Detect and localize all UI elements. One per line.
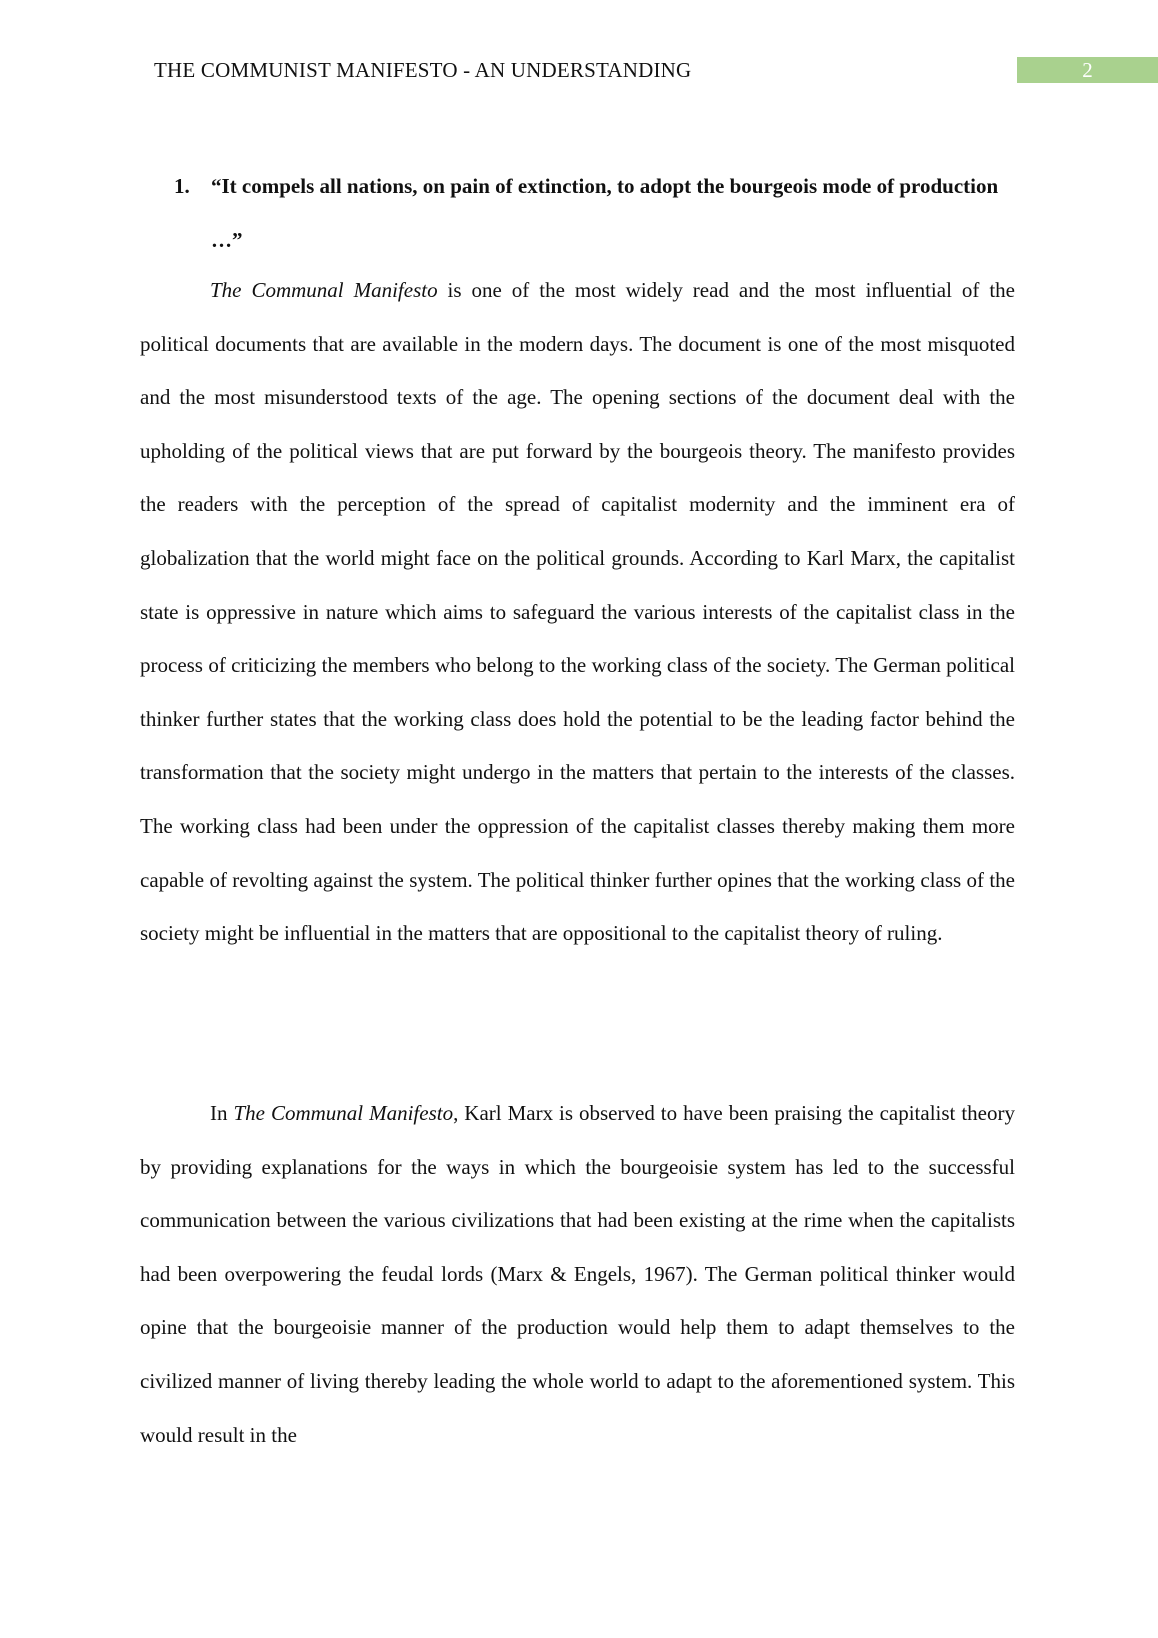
- paragraph-2-text: , Karl Marx is observed to have been praising the capitalist theory by providing explanations for the ways in which the bourgeoisie system has led to the successful communication between the various civilizations that had been existing at the rime when the capitalists had been overpowering the feudal lords (Marx & Engels, 1967). The German political thinker would opine that the bourgeoisie manner of the production would help them to adapt themselves to the civilized manner of living thereby leading the whole world to adapt to the aforementioned system. This would result in the: [140, 1101, 1015, 1447]
- paragraph-1-italic-title: The Communal Manifesto: [210, 278, 438, 302]
- section-title: “It compels all nations, on pain of extinction, to adopt the bourgeois mode of production …”: [211, 174, 999, 252]
- body-paragraph-2: [140, 1087, 1015, 1462]
- page-number-badge: [1017, 57, 1158, 83]
- running-header-title: THE COMMUNIST MANIFESTO - AN UNDERSTANDING: [154, 58, 692, 82]
- section-number: 1.: [174, 174, 190, 198]
- paragraph-1-text: is one of the most widely read and the most influential of the political documents that are available in the modern days. The document is one of the most misquoted and the most misunderstood texts of the age. The opening sections of the document deal with the upholding of the political views that are put forward by the bourgeois theory. The manifesto provides the readers with the perception of the spread of capitalist modernity and the imminent era of globalization that the world might face on the political grounds. According to Karl Marx, the capitalist state is oppressive in nature which aims to safeguard the various interests of the capitalist class in the process of criticizing the members who belong to the working class of the society. The German political thinker further states that the working class does hold the potential to be the leading factor behind the transformation that the society might undergo in the matters that pertain to the interests of the classes. The working class had been under the oppression of the capitalist classes thereby making them more capable of revolting against the system. The political thinker further opines that the working class of the society might be influential in the matters that are oppositional to the capitalist theory of ruling.: [140, 278, 1015, 946]
- paragraph-2-prefix: In: [210, 1101, 234, 1125]
- paragraph-2-italic-title: The Communal Manifesto: [233, 1101, 454, 1125]
- body-paragraph-1: [140, 264, 1015, 961]
- page-number: 2: [1082, 58, 1093, 82]
